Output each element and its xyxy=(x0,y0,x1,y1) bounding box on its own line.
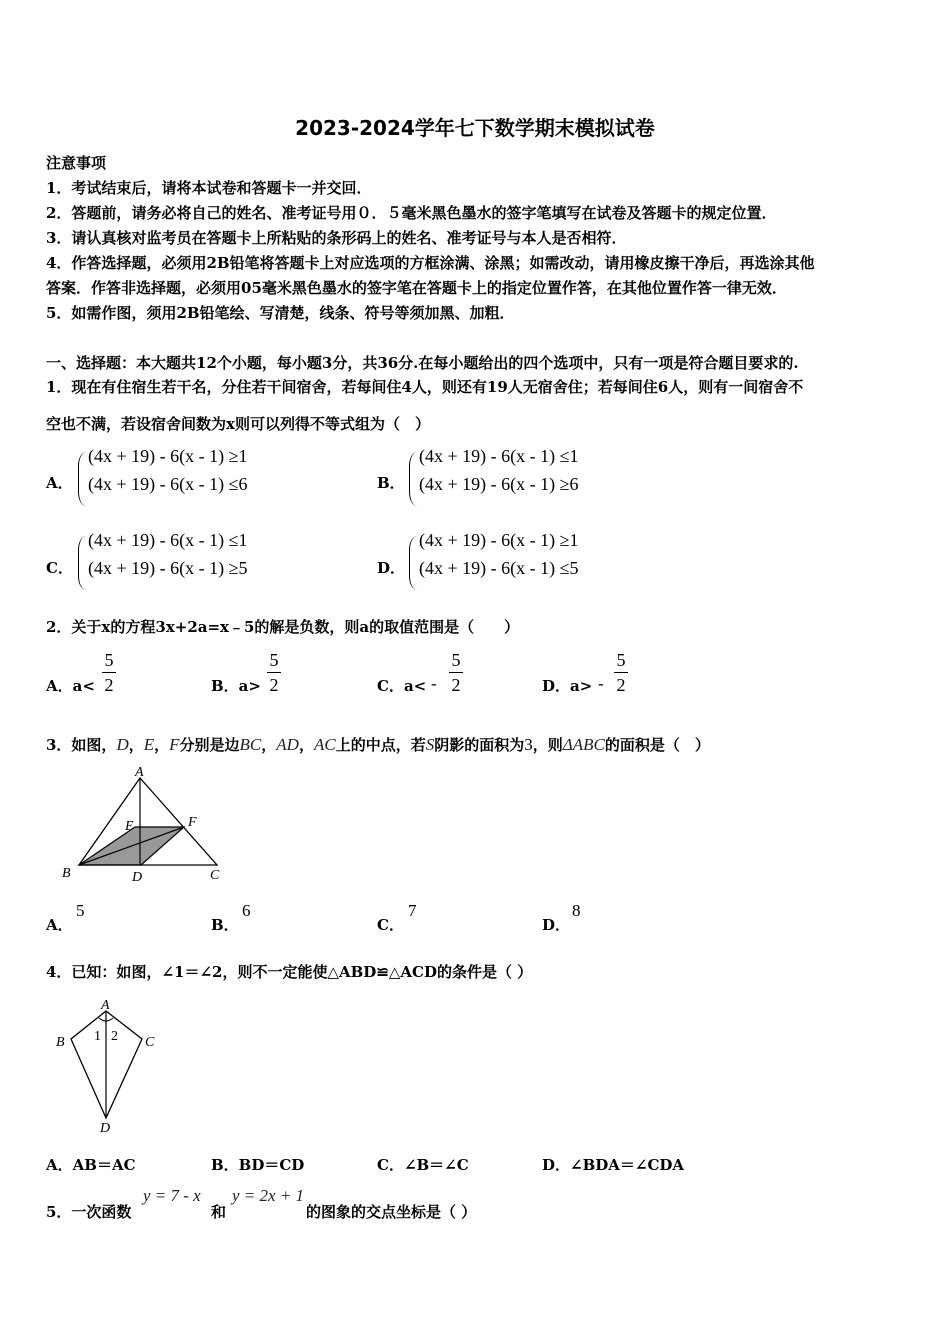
q1-option-d-line1: (4x + 19) - 6(x - 1) ≥1 xyxy=(419,530,579,550)
q3-text: 分别是边 xyxy=(179,736,240,754)
q3-text: 的面积是（ ） xyxy=(604,736,710,754)
vertex-c-label: C xyxy=(145,1035,155,1050)
q2-option-d-fraction xyxy=(614,650,628,695)
q4-option-a: A．AB＝AC xyxy=(46,1156,136,1174)
notice-item: 3．请认真核对监考员在答题卡上所粘贴的条形码上的姓名、准考证号与本人是否相符． xyxy=(46,229,627,247)
fraction-denominator: 2 xyxy=(269,675,279,695)
q1-option-a-line1: (4x + 19) - 6(x - 1) ≥1 xyxy=(88,446,248,466)
notice-item: 2．答题前，请务必将自己的姓名、准考证号用０．５毫米黑色墨水的签字笔填写在试卷及答题卡的规定位置． xyxy=(46,204,777,222)
q3-comma: ， xyxy=(298,736,314,754)
q1-option-d-label: D． xyxy=(377,559,406,577)
q3-triangle: ΔABC xyxy=(562,735,605,754)
fraction-denominator: 2 xyxy=(104,675,114,695)
q2-option-b-fraction xyxy=(267,650,281,695)
q3-option-d-label: D． xyxy=(542,916,571,934)
point-d-label: D xyxy=(132,870,143,884)
q3-comma: ， xyxy=(154,736,170,754)
vertex-d-label: D xyxy=(100,1121,111,1136)
fraction-denominator: 2 xyxy=(451,675,461,695)
q5-function-2: y = 2x + 1 xyxy=(232,1186,305,1205)
q3-var-d: D xyxy=(116,735,129,754)
q2-option-c-label: C．a< xyxy=(377,677,427,695)
question-1-stem: 1．现在有住宿生若干名，分住若干间宿舍，若每间住4人，则还有19人无宿舍住；若每间住6人，则有一间宿舍不 xyxy=(46,378,804,396)
q3-seg-bc: BC xyxy=(239,735,262,754)
q3-option-b-value: 6 xyxy=(242,901,251,920)
q1-option-d-line2: (4x + 19) - 6(x - 1) ≤5 xyxy=(419,558,579,578)
q4-kite-figure xyxy=(52,994,164,1136)
q1-option-c-line1: (4x + 19) - 6(x - 1) ≤1 xyxy=(88,530,248,550)
q1-option-a-label: A． xyxy=(46,474,73,492)
q3-text: ，则 xyxy=(532,736,563,754)
q3-var-f: F xyxy=(169,735,180,754)
point-f-label: F xyxy=(188,815,197,830)
q3-var-s: S xyxy=(425,735,435,754)
q3-option-d-value: 8 xyxy=(572,901,581,920)
q3-seg-ad: AD xyxy=(276,735,299,754)
q3-comma: ， xyxy=(261,736,277,754)
q3-value: 3 xyxy=(524,735,533,754)
question-5-stem-start: 5．一次函数 xyxy=(46,1203,132,1221)
q3-option-a-value: 5 xyxy=(76,901,85,920)
angle-1-label: 1 xyxy=(94,1029,101,1044)
fraction-numerator: 5 xyxy=(104,650,114,670)
angle-2-label: 2 xyxy=(111,1029,118,1044)
fraction-numerator: 5 xyxy=(451,650,461,670)
question-1-stem-cont: 空也不满，若设宿舍间数为x则可以列得不等式组为（ ） xyxy=(46,415,430,433)
q2-option-d-label: D．a> xyxy=(542,677,593,695)
q1-option-c-line2: (4x + 19) - 6(x - 1) ≥5 xyxy=(88,558,248,578)
vertex-a-label: A xyxy=(101,998,110,1013)
notice-item: 答案．作答非选择题，必须用05毫米黑色墨水的签字笔在答题卡上的指定位置作答，在其他位置作答一律无效． xyxy=(46,279,787,297)
q3-option-b-label: B． xyxy=(211,916,239,934)
q4-option-b: B．BD＝CD xyxy=(211,1156,305,1174)
q5-function-1: y = 7 - x xyxy=(143,1186,201,1205)
vertex-b-label: B xyxy=(62,866,71,881)
question-4-stem: 4．已知：如图，∠1＝∠2，则不一定能使△ABD≌△ACD的条件是（ ） xyxy=(46,963,533,981)
q1-option-a-line2: (4x + 19) - 6(x - 1) ≤6 xyxy=(88,474,248,494)
q2-option-c-fraction xyxy=(449,650,463,695)
point-e-label: E xyxy=(125,819,134,834)
q3-text: 阴影的面积为 xyxy=(434,736,525,754)
vertex-a-label: A xyxy=(135,765,144,780)
q3-triangle-figure xyxy=(58,764,228,884)
q2-option-a-label: A．a< xyxy=(46,677,95,695)
fraction-numerator: 5 xyxy=(616,650,626,670)
q2-option-c-sign: - xyxy=(431,674,437,693)
section-heading: 一、选择题：本大题共12个小题，每小题3分，共36分.在每小题给出的四个选项中，只有一项是符合题目要求的. xyxy=(46,354,799,372)
vertex-b-label: B xyxy=(56,1035,65,1050)
fraction-numerator: 5 xyxy=(269,650,279,670)
q1-option-b-label: B． xyxy=(377,474,405,492)
notice-item: 1．考试结束后，请将本试卷和答题卡一并交回． xyxy=(46,179,372,197)
q4-option-c: C．∠B＝∠C xyxy=(377,1156,469,1174)
q3-text: 上的中点，若 xyxy=(335,736,426,754)
question-2-stem: 2．关于x的方程3x+2a=x﹣5的解是负数，则a的取值范围是（ ） xyxy=(46,618,520,636)
q3-seg-ac: AC xyxy=(313,735,336,754)
q4-option-d: D．∠BDA＝∠CDA xyxy=(542,1156,685,1174)
q1-option-b-line1: (4x + 19) - 6(x - 1) ≤1 xyxy=(419,446,579,466)
q5-and: 和 xyxy=(211,1203,227,1221)
notice-item: 4．作答选择题，必须用2B铅笔将答题卡上对应选项的方框涂满、涂黑；如需改动，请用橡皮擦干净后，再选涂其他 xyxy=(46,254,815,272)
q2-option-a-fraction xyxy=(102,650,116,695)
question-5-stem-end: 的图象的交点坐标是（ ） xyxy=(306,1203,477,1221)
q3-option-a-label: A． xyxy=(46,916,73,934)
q3-comma: ， xyxy=(128,736,144,754)
q3-option-c-value: 7 xyxy=(408,901,417,920)
q1-option-b-line2: (4x + 19) - 6(x - 1) ≥6 xyxy=(419,474,579,494)
question-3-stem xyxy=(46,734,710,755)
q3-text: 3．如图， xyxy=(46,736,117,754)
fraction-denominator: 2 xyxy=(616,675,626,695)
notice-item: 5．如需作图，须用2B铅笔绘、写清楚，线条、符号等须加黑、加粗． xyxy=(46,304,515,322)
q2-option-b-label: B．a> xyxy=(211,677,261,695)
vertex-c-label: C xyxy=(210,868,220,883)
q1-option-c-label: C． xyxy=(46,559,73,577)
page-title: 2023-2024学年七下数学期末模拟试卷 xyxy=(295,116,655,140)
notice-heading: 注意事项 xyxy=(46,154,107,172)
q3-option-c-label: C． xyxy=(377,916,404,934)
q2-option-d-sign: - xyxy=(598,674,604,693)
q3-var-e: E xyxy=(143,735,155,754)
